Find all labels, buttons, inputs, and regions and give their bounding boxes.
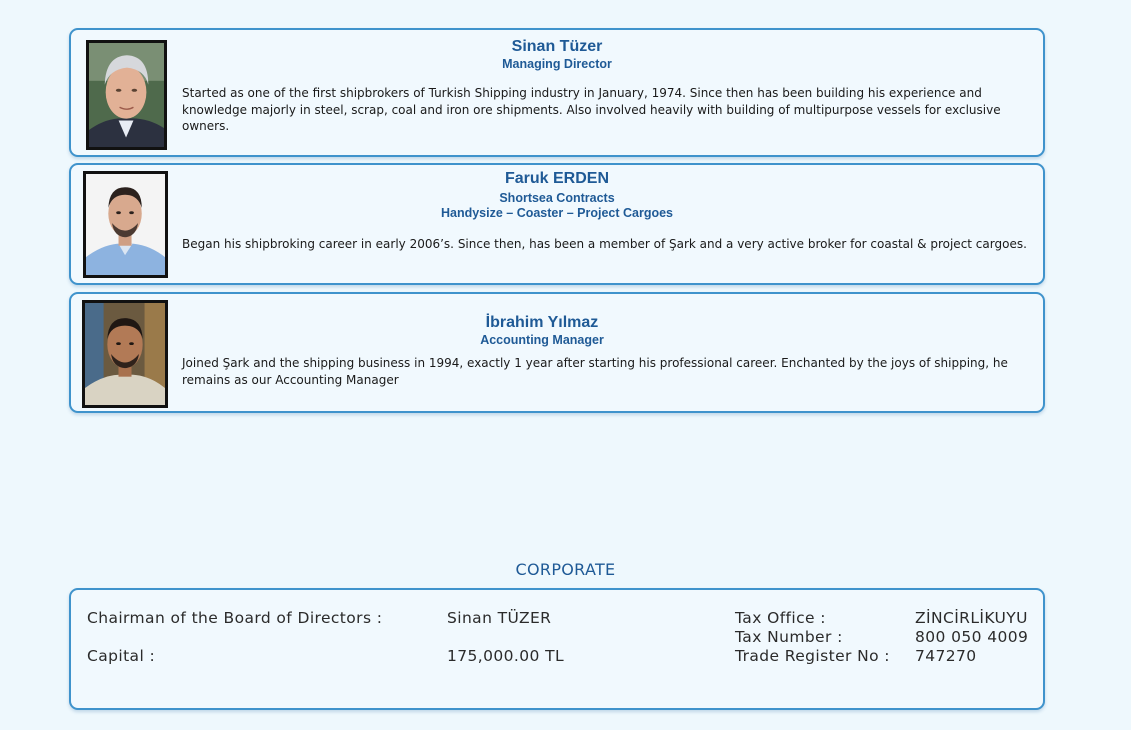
person-card-ibrahim-yilmaz (69, 292, 1045, 413)
capital-value: 175,000.00 TL (447, 647, 564, 665)
bio-line: knowledge majorly in steel, scrap, coal and iron ore shipments. Also involved heavily with building of multipurpose vessels for exclusive (182, 102, 1001, 117)
person-card-faruk-erden (69, 163, 1045, 285)
tax-office-value: ZİNCİRLİKUYU (915, 609, 1028, 627)
bio-line: owners. (182, 119, 230, 133)
corporate-info-card (69, 588, 1045, 710)
bio-line: Started as one of the first shipbrokers of Turkish Shipping industry in January, 1974. Since then has been building his experience and (182, 86, 982, 100)
tax-number-label: Tax Number : (735, 628, 843, 646)
capital-label: Capital : (87, 647, 156, 665)
person-role: Managing Director (502, 57, 612, 71)
person-role: Accounting Manager (480, 333, 604, 347)
bio-line: Joined Şark and the shipping business in 1994, exactly 1 year after starting his professional career. Enchanted by the joys of shipping, he (182, 356, 1008, 370)
tax-office-label: Tax Office : (735, 609, 826, 627)
person-name: Sinan Tüzer (511, 38, 603, 55)
person-bio (182, 236, 1027, 253)
person-name: İbrahim Yılmaz (485, 314, 599, 331)
trade-register-label: Trade Register No : (735, 647, 890, 665)
person-card-sinan-tuzer (69, 28, 1045, 157)
bio-line: Began his shipbroking career in early 2006’s. Since then, has been a member of Şark and a very active broker for coastal & project cargoes. (182, 237, 1027, 251)
person-bio (182, 85, 1001, 135)
person-name: Faruk ERDEN (504, 170, 610, 187)
person-bio (182, 355, 1008, 388)
chairman-value: Sinan TÜZER (447, 609, 552, 627)
person-specialty: Handysize – Coaster – Project Cargoes (440, 206, 674, 220)
trade-register-value: 747270 (915, 647, 977, 665)
tax-number-value: 800 050 4009 (915, 628, 1029, 646)
chairman-label: Chairman of the Board of Directors : (87, 609, 383, 627)
bio-line: remains as our Accounting Manager (182, 372, 399, 387)
corporate-title: CORPORATE (515, 560, 616, 579)
person-role: Shortsea Contracts (499, 191, 615, 205)
